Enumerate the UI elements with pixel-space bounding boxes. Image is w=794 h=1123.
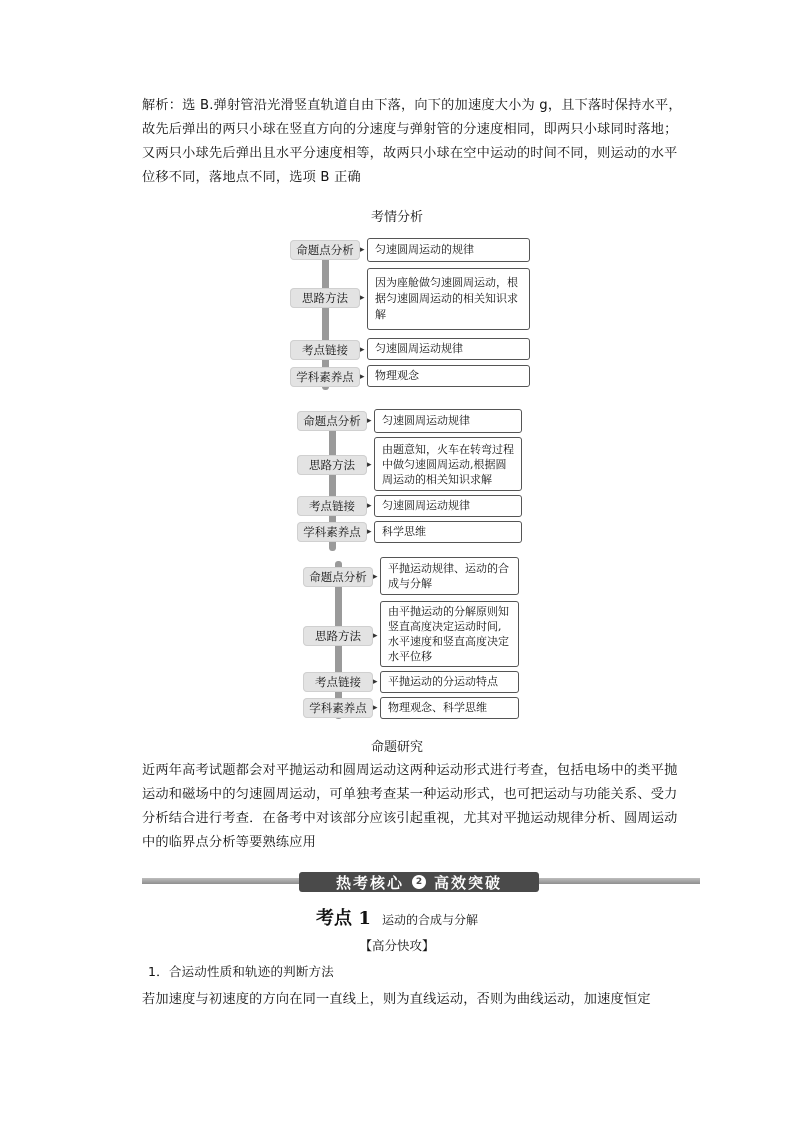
label-silu: 思路方法 bbox=[290, 288, 360, 308]
label-mingtidian: 命题点分析 bbox=[297, 411, 367, 431]
box-kaodian: 匀速圆周运动规律 bbox=[374, 495, 522, 517]
label-silu: 思路方法 bbox=[297, 455, 367, 475]
arrow-right-icon: ▸ bbox=[360, 345, 365, 355]
label-silu: 思路方法 bbox=[303, 626, 373, 646]
kaoqing-title: 考情分析 bbox=[370, 210, 423, 225]
arrow-right-icon: ▸ bbox=[373, 703, 378, 713]
kuaigong-title: 【高分快攻】 bbox=[359, 938, 435, 953]
item1-title: 1．合运动性质和轨迹的判断方法 bbox=[148, 964, 334, 979]
box-silu: 因为座舱做匀速圆周运动，根据匀速圆周运动的相关知识求解 bbox=[367, 268, 530, 330]
arrow-right-icon: ▸ bbox=[360, 372, 365, 382]
label-kaodian: 考点链接 bbox=[303, 672, 373, 692]
research-paragraph: 近两年高考试题都会对平抛运动和圆周运动这两种运动形式进行考查，包括电场中的类平抛运动和磁场中的匀速圆周运动，可单独考查某一种运动形式，也可把运动与功能关系、受力分析结合进行考查．在备考中对该部分应该引起重视，尤其对平抛运动规律分析、圆周运动中的临界点分析等要熟练应用 bbox=[142, 763, 678, 850]
banner-left-text: 热考核心 bbox=[335, 873, 404, 892]
arrow-right-icon: ▸ bbox=[367, 527, 372, 537]
arrow-right-icon: ▸ bbox=[367, 460, 372, 470]
banner-right-text: 高效突破 bbox=[434, 873, 503, 892]
box-mingtidian: 平抛运动规律、运动的合成与分解 bbox=[380, 557, 519, 595]
box-suyang: 物理观念 bbox=[367, 365, 530, 387]
box-mingtidian: 匀速圆周运动规律 bbox=[374, 409, 522, 433]
arrow-right-icon: ▸ bbox=[373, 677, 378, 687]
box-silu: 由题意知，火车在转弯过程中做匀速圆周运动,根据圆周运动的相关知识求解 bbox=[374, 437, 522, 491]
box-kaodian: 匀速圆周运动规律 bbox=[367, 338, 530, 360]
box-silu: 由平抛运动的分解原则知竖直高度决定运动时间,水平速度和竖直高度决定水平位移 bbox=[380, 601, 519, 667]
arrow-right-icon: ▸ bbox=[367, 501, 372, 511]
kaodian-subtitle: 运动的合成与分解 bbox=[381, 913, 478, 927]
arrow-right-icon: ▸ bbox=[360, 245, 365, 255]
box-mingtidian: 匀速圆周运动的规律 bbox=[367, 238, 530, 262]
box-suyang: 科学思维 bbox=[374, 521, 522, 543]
box-suyang: 物理观念、科学思维 bbox=[380, 697, 519, 719]
arrow-right-icon: ▸ bbox=[360, 293, 365, 303]
kaodian-heading bbox=[0, 904, 794, 930]
label-mingtidian: 命题点分析 bbox=[303, 567, 373, 587]
label-mingtidian: 命题点分析 bbox=[290, 240, 360, 260]
section-banner bbox=[142, 873, 700, 892]
label-suyang: 学科素养点 bbox=[290, 367, 360, 387]
arrow-right-icon: ▸ bbox=[373, 572, 378, 582]
banner-title bbox=[299, 872, 539, 892]
research-title: 命题研究 bbox=[370, 740, 423, 755]
box-kaodian: 平抛运动的分运动特点 bbox=[380, 671, 519, 693]
kaodian-title: 考点 1 bbox=[316, 908, 371, 929]
label-kaodian: 考点链接 bbox=[297, 496, 367, 516]
label-suyang: 学科素养点 bbox=[297, 522, 367, 542]
item1-text: 若加速度与初速度的方向在同一直线上，则为直线运动，否则为曲线运动，加速度恒定 bbox=[142, 992, 651, 1007]
arrow-right-icon: ▸ bbox=[367, 416, 372, 426]
label-suyang: 学科素养点 bbox=[303, 698, 373, 718]
label-kaodian: 考点链接 bbox=[290, 340, 360, 360]
number-badge-icon: 2 bbox=[412, 875, 426, 889]
arrow-right-icon: ▸ bbox=[373, 631, 378, 641]
analysis-paragraph: 解析：选 B.弹射管沿光滑竖直轨道自由下落，向下的加速度大小为 g，且下落时保持水平，故先后弹出的两只小球在竖直方向的分速度与弹射管的分速度相同，即两只小球同时落地；又两只小球先后弹出且水平分速度相等，故两只小球在空中运动的时间不同，则运动的水平位移不同，落地点不同，选项 B 正确 bbox=[142, 98, 682, 185]
